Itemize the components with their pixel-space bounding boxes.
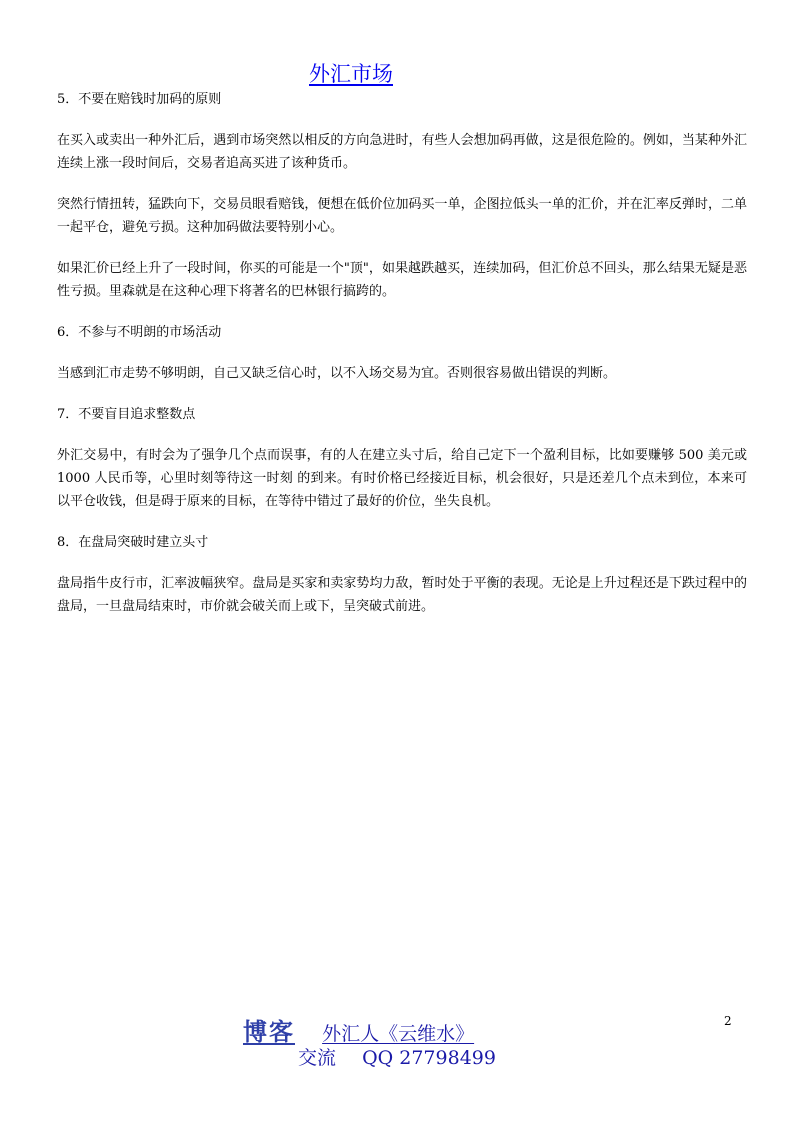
paragraph: 突然行情扭转，猛跌向下，交易员眼看赔钱，便想在低价位加码买一单，企图拉低头一单的汇价，并在汇率反弹时，二单一起平仓，避免亏损。这种加码做法要特别小心。 (57, 197, 747, 235)
paragraph: 在买入或卖出一种外汇后，遇到市场突然以相反的方向急进时，有些人会想加码再做，这是很危险的。例如，当某种外汇连续上涨一段时间后，交易者追高买进了该种货币。 (57, 133, 747, 171)
section-heading: 8．在盘局突破时建立头寸 (57, 535, 209, 550)
header-title-link[interactable]: 外汇市场 (309, 62, 393, 86)
document-body (57, 88, 747, 636)
footer-blog-link[interactable]: 博客 (243, 1017, 295, 1046)
paragraph: 当感到汇市走势不够明朗，自己又缺乏信心时，以不入场交易为宜。否则很容易做出错误的判断。 (57, 366, 617, 381)
paragraph: 外汇交易中，有时会为了强争几个点而误事，有的人在建立头寸后，给自己定下一个盈利目标，比如要赚够 500 美元或 1000 人民币等，心里时刻等待这一时刻 的到来。有时价格已经接近目标，机会很好，只是还差几个点未到位，本来可以平仓收钱，但是碍于原来的目标，在等待中错过了最好的价位，坐失良机。 (57, 448, 747, 509)
section-heading: 6．不参与不明朗的市场活动 (57, 325, 222, 340)
footer-author-link[interactable]: 外汇人《云维水》 (322, 1023, 475, 1045)
footer-qq-number: QQ 27798499 (362, 1047, 496, 1069)
section-heading: 7．不要盲目追求整数点 (57, 407, 196, 422)
footer-contact-label: 交流 (298, 1047, 337, 1069)
paragraph: 盘局指牛皮行市，汇率波幅狭窄。盘局是买家和卖家势均力敌，暂时处于平衡的表现。无论是上升过程还是下跌过程中的盘局，一旦盘局结束时，市价就会破关而上或下，呈突破式前进。 (57, 576, 747, 614)
section-heading: 5．不要在赔钱时加码的原则 (57, 92, 222, 107)
paragraph: 如果汇价已经上升了一段时间，你买的可能是一个"顶"，如果越跌越买，连续加码，但汇价总不回头，那么结果无疑是恶性亏损。里森就是在这种心理下将著名的巴林银行搞跨的。 (57, 261, 747, 299)
page-number: 2 (724, 1014, 732, 1028)
footer-links (243, 1012, 474, 1047)
footer-contact (298, 1043, 496, 1070)
